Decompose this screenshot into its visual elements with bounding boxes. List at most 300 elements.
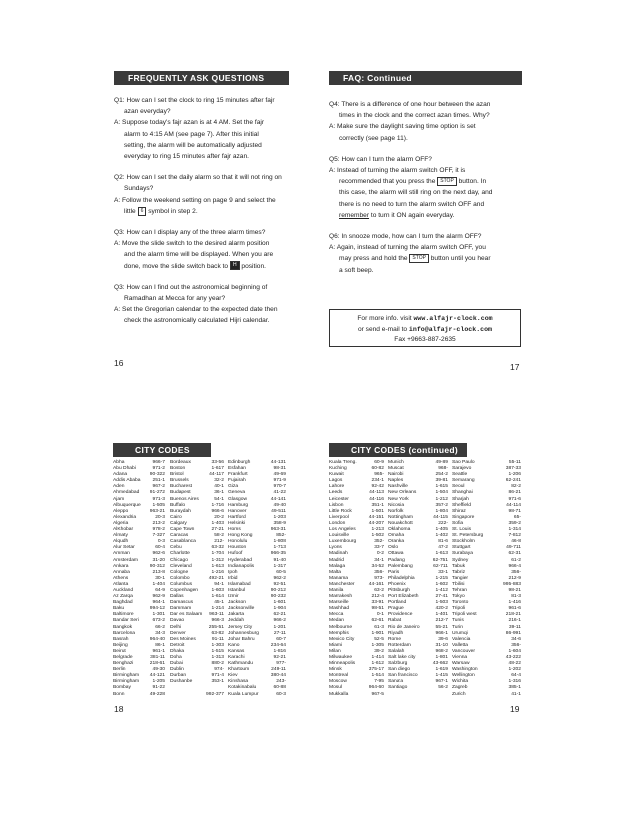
city-code: 994-12 [149,606,165,612]
city-name: Luxembourg [329,539,357,545]
city-codes-header: CITY CODES [113,443,211,457]
city-code: 1-604 [508,648,521,654]
city-code: 66-2 [155,624,165,630]
city-code: 49-511 [271,508,286,514]
city-name: Buenos Aires [170,496,199,502]
city-code: 1-216 [211,569,224,575]
city-code: 1-313 [211,655,224,660]
city-name: Santiago [388,685,408,691]
a3-post: position. [241,262,266,270]
city-name: Alur Setar [113,545,135,551]
city-code: 1-504 [435,490,448,496]
city-code: 962-6 [152,551,165,557]
city-code: 1-214 [211,606,224,612]
city-code: 63-82 [211,630,224,636]
city-name: Mosul [329,685,343,691]
city-name: Baghdad [113,600,133,606]
city-code: 962-9 [152,594,165,600]
city-code: 212- [214,539,224,545]
city-name: Abu Dhabi [113,466,136,472]
q4-line: Q3: How can I find out the astronomical beginning of [114,283,268,291]
q1-line: azan everyday? [124,108,171,116]
city-name: Hyderabad [228,557,252,563]
city-name: Denver [170,630,186,636]
city-name: Belgrade [113,655,133,660]
city-code: 1-213 [371,527,384,533]
city-code: 358-9 [273,520,286,526]
city-name: St. Petersburg [452,533,484,539]
city-code: 1-402 [435,533,448,539]
a3-line: and the alarm time will be displayed. When you are [124,251,274,259]
city-name: Karachi [228,655,245,660]
city-code: 62-61 [371,618,384,624]
city-name: Wichita [452,679,469,685]
city-code: 30-1 [155,575,165,581]
city-code: 90-212 [270,587,286,593]
city-code-row [113,692,165,698]
city-name: Valencia [452,636,471,642]
a5-post: button. In [458,178,487,186]
city-name: Beirut [113,648,126,654]
city-name: Zurich [452,691,466,697]
city-code: 90-322 [149,472,165,478]
city-code: 1-206 [508,472,521,478]
city-code: 1-601 [273,600,286,606]
city-code: 1-201 [273,624,286,630]
city-code-column [329,460,384,698]
city-code: 968-2 [435,648,448,654]
city-code: 973- [374,575,384,581]
city-name: Seoul [452,484,465,490]
a5-line [329,176,529,187]
city-code: 1-314 [508,527,521,533]
city-name: Alexandria [113,514,137,520]
city-code: 1-808 [273,539,286,545]
city-code: 49-711 [506,545,521,551]
city-code: 49-40 [273,502,286,508]
city-code: 7-812 [508,533,521,539]
city-name: Jackson [228,600,246,606]
city-code: 966-3 [211,618,224,624]
city-code: 55-11 [508,460,521,465]
a5-line: A: Instead of turning the alarm switch OFF, it is [329,167,466,175]
q2-line: Q2: How can I set the daily alarm so that it will not ring on [114,174,282,182]
city-code: 673-2 [152,618,165,624]
city-name: Manila [329,587,344,593]
city-code: 81-3 [511,594,521,600]
city-name: Pittsburgh [388,587,411,593]
city-name: Doha [170,655,182,660]
city-code: 62-21 [273,612,286,618]
city-code: 353-1 [211,679,224,685]
city-name: Ajam [113,496,125,502]
city-name: Montreal [329,673,349,679]
city-code: 44-161 [368,581,384,587]
city-code: 1-212 [435,496,448,502]
city-code: 420-2 [435,606,448,612]
city-code: 34-3 [155,630,165,636]
city-code: 970-7 [273,484,286,490]
city-code: 992-377 [206,691,224,697]
city-name: St. Louis [452,527,472,533]
a1-line: everyday to ring 15 minutes after fajr azan. [124,153,249,161]
city-code: 1-305 [371,642,384,648]
a1-line: setting, the alarm will be automatically adjusted [124,141,262,149]
city-name: London [329,520,346,526]
city-name: Urumqi [452,630,468,636]
a6-line [329,253,529,264]
city-name: Oslo [388,545,399,551]
city-name: Liverpool [329,514,349,520]
city-name: Birmingham [113,673,140,679]
city-code: 91-40 [273,557,286,563]
city-name: Tangier [452,575,469,581]
city-name: Tehran [452,587,467,593]
city-name: Edinburgh [228,460,251,465]
city-name: Copenhagen [170,587,199,593]
city-name: Minneapolis [329,661,356,667]
city-code: 1-501 [371,508,384,514]
city-code: 1-613 [211,563,224,569]
city-code: 33-1 [438,569,448,575]
city-name: Dhaka [170,648,185,654]
a5-pre: recommended that you press the [339,178,436,186]
city-code: 1-804 [435,508,448,514]
city-code: 1-301 [152,612,165,618]
city-name: Stockholm [452,539,475,545]
city-name: Milwaukee [329,655,353,660]
city-code: 352- [374,539,384,545]
city-code: 34-1 [374,557,384,563]
city-name: Vienna [452,655,468,660]
city-code: 966-7 [152,460,165,465]
city-name: Auckland [113,587,134,593]
city-name: Cape Town [170,527,195,533]
city-code: 41-22 [273,490,286,496]
city-name: Madrid [329,557,344,563]
city-code: 356- [511,569,521,575]
a5-line: this case, the alarm will still ring on the next day, and [339,189,493,197]
city-name: Mexico City [329,636,355,642]
city-name: Tunis [452,618,464,624]
city-code: 387-33 [505,466,521,472]
email-link[interactable]: info@alfajr-clock.com [408,325,493,333]
city-name: Minsk [329,667,342,673]
city-code: 1-317 [273,563,286,569]
city-name: Glasgow [228,496,248,502]
city-name: Boston [170,466,186,472]
city-name: Padang [388,557,405,563]
city-code-column [452,460,521,698]
city-code: 1-303 [211,642,224,648]
city-code: 385-1 [508,685,521,691]
city-name: Prague [388,606,404,612]
city-code: 65- [513,514,521,520]
city-code: 1-215 [435,575,448,581]
city-code: 213-2 [152,520,165,526]
city-code: 971-4 [211,673,224,679]
city-name: Bristol [170,472,184,478]
city-name: Norfolk [388,508,404,514]
city-name: Sharjah [452,496,469,502]
city-code: 1-401 [435,612,448,618]
city-name: Melbourne [329,624,353,630]
city-code: 1-505 [152,502,165,508]
city-code: 1-602 [435,581,448,587]
city-name: Semarang [452,478,475,484]
city-name: Hufoof [228,551,243,557]
city-code: 492-21 [208,575,224,581]
city-name: Palembang [388,563,413,569]
city-name: Columbus [170,581,193,587]
city-name: Oranka [388,539,405,545]
city-code: 36-1 [214,490,224,496]
city-name: Lyons [329,545,342,551]
city-name: Berlin [113,667,126,673]
stop-button-badge: STOP [409,254,429,263]
city-code: 92-21 [273,655,286,660]
city-name: Detroit [170,642,185,648]
city-name: Malta [329,569,341,575]
city-code: 243- [276,679,286,685]
city-name: Johannesburg [228,630,259,636]
city-name: Lahore [329,484,345,490]
city-code: 1-614 [211,594,224,600]
city-name: Kansas [228,648,245,654]
city-name: Dubai [170,661,183,667]
city-code: 971-6 [508,496,521,502]
city-name: Amman [113,551,130,557]
city-code: 218-21 [505,612,521,618]
faq-header: FREQUENTLY ASK QUESTIONS [114,71,289,85]
city-code: 49-30 [152,667,165,673]
a3-line: A: Move the slide switch to the desired alarm position [114,240,270,248]
city-code: 1-514 [371,673,384,679]
city-name: Dammam [170,606,192,612]
city-code: 94-1 [214,581,224,587]
city-name: Surabaya [452,551,473,557]
city-name: Warsaw [452,661,470,667]
city-code: 61-3 [374,624,384,630]
city-name: Kano [228,642,240,648]
city-code: 255-51 [208,624,224,630]
city-name: Colombo [170,575,190,581]
city-code: 60-88 [273,685,286,691]
city-code: 60-9 [374,460,384,465]
city-name: Rome [388,636,402,642]
info-website-pre: For more info. visit [357,315,412,322]
city-code: 40-1 [214,484,224,490]
city-name: Hong Kong [228,533,253,539]
city-code: 98-71 [508,508,521,514]
city-code: 213-8 [152,569,165,575]
city-code: 63-2 [374,587,384,593]
city-name: Manchester [329,581,355,587]
city-name: Istanbul [228,587,246,593]
city-name: Memphis [329,630,349,636]
city-name: Cebu [170,545,182,551]
city-code: 86-1 [155,642,165,648]
city-name: AlKhobar [113,527,134,533]
city-code: 60-3 [276,691,286,697]
city-code: 971-2 [152,466,165,472]
city-code: 62-751 [432,557,448,563]
city-name: Charlotte [170,551,190,557]
city-code: 1-617 [211,466,224,472]
city-code: 33-7 [374,545,384,551]
faq-right-body [329,99,529,286]
city-name: Bombay [113,685,131,691]
city-name: Mukkalla [329,691,349,697]
city-code: 58-2 [214,533,224,539]
city-name: Tabriz [452,569,466,575]
city-code: 254-2 [435,472,448,478]
city-code: 64-4 [511,673,521,679]
city-name: Phoenix [388,581,406,587]
city-code: 968- [438,466,448,472]
city-code: 967-2 [152,484,165,490]
city-code: 62-241 [505,478,521,484]
city-name: Miami [329,642,343,648]
city-code: 375-17 [368,667,384,673]
city-name: Tripoli west [452,612,477,618]
city-name: Baku [113,606,125,612]
city-code: 44-113 [369,490,384,496]
city-name: Bucharest [170,484,193,490]
a5-post: to turn it ON again everyday. [370,211,455,219]
q4-line: times in the clock and the correct azan times. Why? [339,112,490,120]
city-name: Ankara [113,563,129,569]
city-name: Wellington [452,673,475,679]
city-name: Naples [388,478,404,484]
city-code: 971-3 [152,496,165,502]
city-name: Jacksonville [228,606,255,612]
city-name: Mashhad [329,606,350,612]
city-code: 1-202 [508,667,521,673]
city-code: 20-3 [155,514,165,520]
city-code: 44-116 [369,496,384,502]
a6-line: A: Again, instead of turning the alarm switch OFF, you [329,244,486,252]
city-name: Tbilisi [452,581,465,587]
city-name: Kiev [228,673,238,679]
city-code: 1-613 [435,551,448,557]
city-name: Aleppo [113,508,129,514]
city-code: 44-121 [149,673,165,679]
city-code: 1-404 [152,581,165,587]
city-code: 98-21 [508,587,521,593]
city-code: 351-1 [371,502,384,508]
city-code: 1-716 [211,502,224,508]
q4-line: Q4: There is a difference of one hour between the azan [329,101,491,108]
city-code: 7-327 [152,533,165,539]
city-name: Jersey City [228,624,253,630]
city-name: Leeds [329,490,343,496]
city-name: Johar Bahru [228,636,255,642]
city-name: Kuwait [329,472,344,478]
city-code: 27-21 [211,527,224,533]
city-code: 1-816 [273,648,286,654]
city-code: 1-316 [508,679,521,685]
city-code: 49-69 [273,472,286,478]
city-code: 49-89 [435,460,448,465]
city-name: Sana'a [388,679,404,685]
city-name: Alqudh [113,539,129,545]
city-code: 27-41 [435,594,448,600]
city-name: Bonn [113,691,125,697]
city-codes-continued-header: CITY CODES (continued) [329,443,467,457]
website-link[interactable]: www.alfajr-clock.com [413,315,493,322]
city-name: Kathmandu [228,661,254,667]
city-code: 1-412 [435,587,448,593]
city-code: 212-7 [435,618,448,624]
city-code: 1-603 [211,587,224,593]
city-code: 212-9 [508,575,521,581]
city-code: 1-713 [273,545,286,551]
faq-continued-header: FAQ: Continued [329,71,522,85]
city-code: 92-42 [371,484,384,490]
city-name: Salzburg [388,661,408,667]
city-name: Geneva [228,490,246,496]
city-code-row [170,692,224,698]
city-name: Valletta [452,642,468,648]
city-code: 977- [276,661,286,667]
city-name: Tabuk [452,563,466,569]
city-code-row [228,692,286,698]
city-name: Durban [170,673,187,679]
city-code: 54-1 [214,496,224,502]
remember-emphasis: remember [339,211,370,219]
a2-pre: little [124,207,136,215]
city-name: Cleveland [170,563,192,569]
city-code: 1-405 [435,527,448,533]
city-code: 46-8 [511,539,521,545]
city-code: 1-205 [152,679,165,685]
city-name: Honolulu [228,539,248,545]
city-code: 357-2 [435,502,448,508]
city-code: 44-151 [368,514,384,520]
a1-line: A: Suppose today's fajr azan is at 4 AM. Set the fajr [114,119,265,127]
city-name: Sarajevo [452,466,472,472]
city-name: Sheffield [452,502,471,508]
home-position-badge: H [230,261,240,270]
city-code: 961-1 [152,648,165,654]
a5-line [329,210,529,221]
city-code-column [228,460,286,698]
city-code: 48-22 [508,661,521,667]
city-name: Kuching [329,466,347,472]
city-name: Frankfurt [228,472,248,478]
city-code: 60-4 [155,545,165,551]
city-name: Tripoli [452,606,466,612]
city-name: Cairo [170,514,182,520]
city-name: Leicester [329,496,349,502]
city-code: 964-1 [152,600,165,606]
city-name: Tokyo [452,594,465,600]
city-code: 1-203 [273,514,286,520]
city-name: Izmir [228,594,239,600]
city-name: Singapore [452,514,475,520]
city-name: Seattle [452,472,468,478]
city-name: Little Rock [329,508,352,514]
city-code: 967-1 [435,679,448,685]
city-code: 62-31 [508,551,521,557]
q5-line: Q5: How can I turn the alarm OFF? [329,155,432,163]
city-name: Rotterdam [388,642,411,648]
city-code: 90-232 [270,594,286,600]
city-code: 0-3 [157,539,165,545]
city-code: 963-21 [149,508,165,514]
city-name: Buraydah [170,508,191,514]
